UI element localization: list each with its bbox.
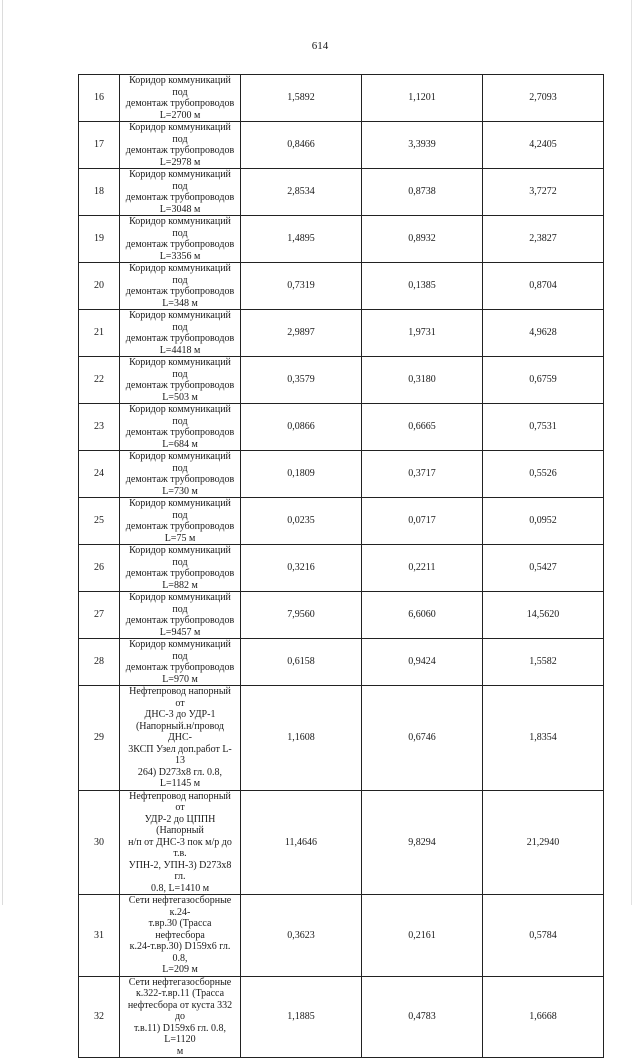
scan-edge-right [631,0,632,905]
object-name-line: Коридор коммуникаций под [129,404,231,427]
value-cell-1: 0,0866 [241,404,362,451]
value-cell-1: 0,6158 [241,639,362,686]
value-cell-3: 21,2940 [483,790,604,895]
object-name-cell [120,404,241,451]
value-cell-2: 0,0717 [362,498,483,545]
object-name-line: к.24-т.вр.30) D159x6 гл. 0.8, [129,941,231,964]
value-cell-2: 0,8932 [362,216,483,263]
object-name-line: демонтаж трубопроводов [125,333,235,344]
object-name-line: УДР-2 до ЦППН (Напорный [144,813,216,836]
object-name-line: Сети нефтегазосборные к.24- [128,895,232,918]
object-name-cell [120,790,241,895]
row-number-cell: 31 [79,895,120,977]
value-cell-2: 1,9731 [362,310,483,357]
table-row [79,545,604,592]
object-name-line: демонтаж трубопроводов [125,521,235,532]
object-name-line: демонтаж трубопроводов [125,662,235,673]
object-name-cell [120,895,241,977]
page-number: 614 [311,40,329,52]
table-body [79,75,604,1058]
row-number-cell: 28 [79,639,120,686]
object-name-line: L=882 м [162,579,198,591]
value-cell-3: 2,3827 [483,216,604,263]
object-name-line: 3КСП Узел доп.работ L-13 [128,743,232,766]
value-cell-2: 9,8294 [362,790,483,895]
object-name-cell [120,357,241,404]
table-row [79,263,604,310]
object-name-line: УПН-2, УПН-3) D273x8 гл. [128,859,232,882]
object-name-line: демонтаж трубопроводов [125,427,235,438]
object-name-cell [120,976,241,1058]
object-name-line: Коридор коммуникаций под [129,545,231,568]
object-name-line: Коридор коммуникаций под [129,216,231,239]
object-name-line: 264) D273x8 гл. 0.8, L=1145 м [137,766,223,789]
object-name-line: L=684 м [162,438,198,450]
object-name-line: демонтаж трубопроводов [125,380,235,391]
value-cell-3: 0,5526 [483,451,604,498]
object-name-cell [120,122,241,169]
object-name-line: м [176,1045,184,1057]
value-cell-1: 1,4895 [241,216,362,263]
object-name-line: L=3356 м [159,250,201,262]
table-row [79,498,604,545]
value-cell-2: 0,4783 [362,976,483,1058]
value-cell-2: 6,6060 [362,592,483,639]
object-name-line: Коридор коммуникаций под [129,75,231,98]
value-cell-3: 0,7531 [483,404,604,451]
row-number-cell: 21 [79,310,120,357]
object-name-line: Коридор коммуникаций под [129,639,231,662]
object-name-line: Коридор коммуникаций под [129,498,231,521]
object-name-line: ДНС-3 до УДР-1 [144,709,216,720]
object-name-line: демонтаж трубопроводов [125,192,235,203]
object-name-line: L=3048 м [159,203,201,215]
object-name-cell [120,451,241,498]
row-number-cell: 24 [79,451,120,498]
value-cell-1: 0,3623 [241,895,362,977]
value-cell-3: 0,6759 [483,357,604,404]
row-number-cell: 17 [79,122,120,169]
object-name-line: демонтаж трубопроводов [125,474,235,485]
object-name-cell [120,310,241,357]
table-row [79,310,604,357]
object-name-line: Коридор коммуникаций под [129,263,231,286]
object-name-line: демонтаж трубопроводов [125,239,235,250]
value-cell-3: 4,2405 [483,122,604,169]
value-cell-2: 0,2161 [362,895,483,977]
table-row [79,357,604,404]
value-cell-1: 2,8534 [241,169,362,216]
object-name-line: L=503 м [162,391,198,403]
value-cell-1: 0,0235 [241,498,362,545]
object-name-line: L=348 м [162,297,198,309]
value-cell-2: 0,1385 [362,263,483,310]
object-name-line: 0.8, L=1410 м [150,882,210,894]
row-number-cell: 26 [79,545,120,592]
object-name-line: L=75 м [164,532,196,544]
value-cell-3: 14,5620 [483,592,604,639]
value-cell-2: 0,3180 [362,357,483,404]
value-cell-3: 0,5427 [483,545,604,592]
object-name-line: L=970 м [162,673,198,685]
table-row [79,404,604,451]
value-cell-1: 0,1809 [241,451,362,498]
object-name-line: L=4418 м [159,344,201,356]
table-row [79,169,604,216]
value-cell-1: 1,5892 [241,75,362,122]
object-name-line: L=2700 м [159,109,201,121]
object-name-line: (Напорный.н/провод ДНС- [135,720,225,743]
object-name-line: к.322-т.вр.11 (Трасса [135,988,225,999]
object-name-line: Коридор коммуникаций под [129,122,231,145]
value-cell-1: 0,3216 [241,545,362,592]
object-name-line: демонтаж трубопроводов [125,145,235,156]
value-cell-2: 1,1201 [362,75,483,122]
object-name-line: L=9457 м [159,626,201,638]
value-cell-1: 0,8466 [241,122,362,169]
object-name-line: L=730 м [162,485,198,497]
object-name-line: Коридор коммуникаций под [129,451,231,474]
object-name-cell [120,75,241,122]
value-cell-1: 7,9560 [241,592,362,639]
value-cell-1: 0,7319 [241,263,362,310]
row-number-cell: 30 [79,790,120,895]
row-number-cell: 32 [79,976,120,1058]
value-cell-3: 2,7093 [483,75,604,122]
object-name-line: демонтаж трубопроводов [125,286,235,297]
value-cell-3: 1,8354 [483,686,604,791]
object-name-line: Нефтепровод напорный от [129,686,231,709]
table-row [79,686,604,791]
row-number-cell: 18 [79,169,120,216]
data-table [78,74,604,1058]
value-cell-1: 11,4646 [241,790,362,895]
value-cell-2: 0,3717 [362,451,483,498]
value-cell-1: 1,1608 [241,686,362,791]
value-cell-3: 0,5784 [483,895,604,977]
object-name-line: L=2978 м [159,156,201,168]
scan-edge-left [2,0,3,905]
object-name-cell [120,216,241,263]
object-name-line: т.в.11) D159x6 гл. 0.8, L=1120 [133,1022,227,1045]
value-cell-3: 0,0952 [483,498,604,545]
object-name-line: демонтаж трубопроводов [125,568,235,579]
table-row [79,451,604,498]
value-cell-2: 3,3939 [362,122,483,169]
row-number-cell: 16 [79,75,120,122]
object-name-line: Коридор коммуникаций под [129,310,231,333]
table-row [79,790,604,895]
value-cell-2: 0,6746 [362,686,483,791]
row-number-cell: 20 [79,263,120,310]
object-name-line: L=209 м [162,964,198,975]
object-name-cell [120,169,241,216]
table-row [79,895,604,977]
object-name-line: демонтаж трубопроводов [125,615,235,626]
row-number-cell: 29 [79,686,120,791]
value-cell-3: 1,6668 [483,976,604,1058]
object-name-line: Коридор коммуникаций под [129,592,231,615]
value-cell-2: 0,9424 [362,639,483,686]
object-name-line: т.вр.30 (Трасса нефтесбора [148,918,212,941]
row-number-cell: 23 [79,404,120,451]
value-cell-3: 4,9628 [483,310,604,357]
object-name-cell [120,686,241,791]
value-cell-3: 1,5582 [483,639,604,686]
row-number-cell: 25 [79,498,120,545]
object-name-cell [120,639,241,686]
row-number-cell: 22 [79,357,120,404]
table-row [79,592,604,639]
value-cell-3: 0,8704 [483,263,604,310]
object-name-cell [120,592,241,639]
row-number-cell: 27 [79,592,120,639]
object-name-cell [120,545,241,592]
value-cell-1: 1,1885 [241,976,362,1058]
value-cell-2: 0,8738 [362,169,483,216]
table-row [79,75,604,122]
object-name-line: нефтесбора от куста 332 до [127,999,233,1022]
object-name-cell [120,498,241,545]
object-name-cell [120,263,241,310]
object-name-line: Нефтепровод напорный от [129,790,231,813]
table-row [79,122,604,169]
value-cell-1: 0,3579 [241,357,362,404]
table-row [79,976,604,1058]
value-cell-1: 2,9897 [241,310,362,357]
object-name-line: демонтаж трубопроводов [125,98,235,109]
table-row [79,216,604,263]
value-cell-3: 3,7272 [483,169,604,216]
row-number-cell: 19 [79,216,120,263]
object-name-line: н/п от ДНС-3 пок м/р до т.в. [128,836,232,859]
object-name-line: Коридор коммуникаций под [129,169,231,192]
value-cell-2: 0,6665 [362,404,483,451]
object-name-line: Коридор коммуникаций под [129,357,231,380]
value-cell-2: 0,2211 [362,545,483,592]
table-row [79,639,604,686]
object-name-line: Сети нефтегазосборные [128,976,232,988]
